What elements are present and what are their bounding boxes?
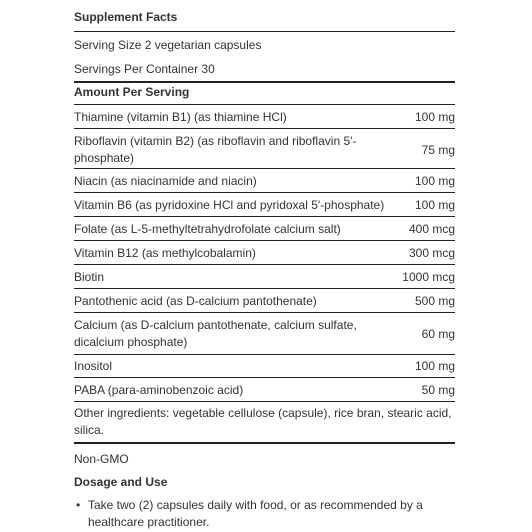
supplement-facts-title: Supplement Facts — [74, 10, 178, 24]
dosage-instruction: Take two (2) capsules daily with food, or as recommended by a healthcare practitioner. — [88, 498, 423, 529]
nutrient-amount: 60 mg — [421, 327, 455, 341]
nutrient-amount: 100 mg — [414, 198, 455, 212]
nutrient-row — [74, 317, 455, 351]
other-ingredients: Other ingredients: vegetable cellulose (capsule), rice bran, stearic acid, silica. — [74, 406, 452, 437]
serving-size: Serving Size 2 vegetarian capsules — [74, 38, 262, 52]
nutrient-amount: 300 mcg — [408, 246, 455, 260]
nutrient-name: Pantothenic acid (as D-calcium pantothenate) — [74, 294, 317, 308]
non-gmo-label: Non-GMO — [74, 452, 129, 466]
divider — [74, 377, 455, 378]
nutrient-name: Riboflavin (vitamin B2) (as riboflavin and riboflavin 5'-phosphate) — [74, 134, 357, 165]
divider — [74, 128, 455, 129]
divider — [74, 288, 455, 289]
divider — [74, 264, 455, 265]
divider — [74, 354, 455, 355]
nutrient-amount: 1000 mcg — [402, 270, 455, 284]
nutrient-row — [74, 133, 455, 167]
nutrient-name: Biotin — [74, 270, 105, 284]
nutrient-amount: 500 mg — [414, 294, 455, 308]
divider-thick — [74, 81, 455, 83]
divider — [74, 401, 455, 402]
divider — [74, 312, 455, 313]
bullet-icon: • — [76, 498, 81, 512]
amount-per-serving-header: Amount Per Serving — [74, 85, 190, 99]
servings-per-container: Servings Per Container 30 — [74, 62, 215, 76]
nutrient-name: Vitamin B6 (as pyridoxine HCl and pyridoxal 5'-phosphate) — [74, 198, 385, 212]
divider-thick — [74, 442, 455, 444]
divider — [74, 104, 455, 105]
nutrient-name: Vitamin B12 (as methylcobalamin) — [74, 246, 256, 260]
nutrient-name: PABA (para-aminobenzoic acid) — [74, 383, 244, 397]
dosage-heading: Dosage and Use — [74, 475, 168, 489]
nutrient-amount: 100 mg — [414, 359, 455, 373]
divider — [74, 192, 455, 193]
nutrient-name: Folate (as L-5-methyltetrahydrofolate calcium salt) — [74, 222, 341, 236]
divider — [74, 240, 455, 241]
nutrient-amount: 75 mg — [421, 143, 455, 157]
divider — [74, 31, 455, 32]
nutrient-name: Thiamine (vitamin B1) (as thiamine HCl) — [74, 110, 287, 124]
nutrient-name: Inositol — [74, 359, 113, 373]
nutrient-amount: 100 mg — [414, 174, 455, 188]
divider — [74, 216, 455, 217]
nutrient-amount: 50 mg — [421, 383, 455, 397]
nutrient-amount: 400 mcg — [408, 222, 455, 236]
nutrient-name: Calcium (as D-calcium pantothenate, calcium sulfate, dicalcium phosphate) — [74, 318, 357, 349]
nutrient-name: Niacin (as niacinamide and niacin) — [74, 174, 257, 188]
nutrient-amount: 100 mg — [414, 110, 455, 124]
divider — [74, 168, 455, 169]
